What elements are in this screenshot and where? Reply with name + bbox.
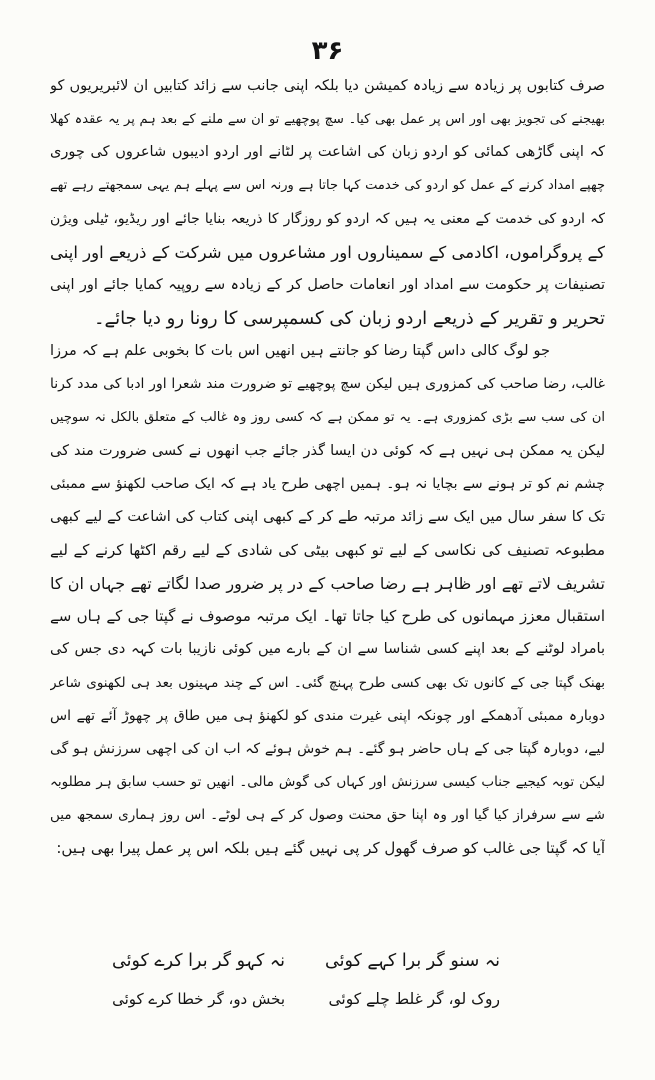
text-line: غالب، رضا صاحب کی کمزوری ہیں لیکن سچ پوچھیے تو ضرورت مند شعرا اور ادبا کی مدد کرنا: [50, 376, 605, 393]
text-line: بامراد لوٹنے کے بعد اپنے کسی شناسا سے ان کے بارے میں کوئی نازیبا بات کہہ دی جس کی: [50, 641, 605, 658]
text-line: بھنک گپتا جی کے کانوں تک بھی کسی طرح پہنچ گئی۔ اس کے چند مہینوں بعد ہی لکھنوی شاعر: [50, 674, 605, 691]
paragraph: [50, 70, 605, 335]
text-line: کہ اردو کی خدمت کے معنی یہ ہیں کہ اردو کو روزگار کا ذریعہ بنایا جائے اور ریڈیو، ٹیلی ویژن: [50, 210, 605, 227]
text-line: آیا کہ گپتا جی غالب کو صرف گھول کر پی نہیں گئے ہیں بلکہ اس پر عمل پیرا بھی ہیں:: [56, 839, 605, 858]
text-line: تصنیفات پر حکومت سے امداد اور انعامات حاصل کر کے زیادہ سے روپیہ کمایا جائے اور اپنی: [50, 276, 605, 293]
text-line: ان کی سب سے بڑی کمزوری ہے۔ یہ تو ممکن ہے کہ کسی روز وہ غالب کے متعلق بالکل نہ سوچیں: [50, 410, 605, 426]
text-line: دوبارہ ممبئی آدھمکے اور چونکہ اپنی غیرت مندی کو لکھنؤ ہی میں طاق پر چھوڑ آئے تھے اس: [50, 707, 605, 724]
text-line: لیکن توبہ کیجیے جناب کیسی سرزنش اور کہاں کی گوش مالی۔ انھیں تو حسب سابق ہر مطلوبہ: [50, 773, 605, 790]
text-line: کے پروگراموں، اکادمی کے سمیناروں اور مشاعروں میں شرکت کے ذریعے اور اپنی: [50, 242, 605, 262]
verse-couplets: [110, 942, 500, 1018]
text-line: تشریف لاتے تھے اور ظاہر ہے رضا صاحب کے در پر ضرور صدا لگاتے تھے جہاں ان کا: [50, 574, 605, 594]
paragraph: [50, 335, 605, 865]
verse-hemistich: روک لو، گر غلط چلے کوئی: [328, 990, 500, 1008]
text-line: بھیجنے کی تجویز بھی اور اس پر عمل بھی کیا۔ سچ پوچھیے تو ان سے ملنے کے بعد ہم پر یہ عقدہ کھلا: [50, 112, 605, 128]
verse-hemistich: نہ سنو گر برا کہے کوئی: [325, 951, 500, 971]
text-line: چشم نم کو تر ہونے سے بچایا نہ ہو۔ ہمیں اچھی طرح یاد ہے کہ ایک صاحب لکھنؤ سے ممبئی: [50, 475, 605, 492]
text-line: جو لوگ کالی داس گپتا رضا کو جانتے ہیں انھیں اس بات کا بخوبی علم ہے کہ مرزا: [50, 343, 550, 360]
text-line: صرف کتابوں پر زیادہ سے زیادہ کمیشن دیا بلکہ اپنی جانب سے زائد کتابیں ان لائبریریوں کو: [50, 78, 605, 94]
verse-hemistich: نہ کہو گر برا کرے کوئی: [111, 951, 285, 971]
verse-hemistich: بخش دو، گر خطا کرے کوئی: [112, 990, 285, 1008]
verse-line: [110, 980, 500, 1018]
text-line: کہ اپنی گاڑھی کمائی کو اردو زبان کی اشاعت پر لٹانے اور اردو ادیبوں شاعروں کی چوری: [50, 144, 605, 161]
text-line: تک کا سفر سال میں ایک سے زائد مرتبہ طے کر کے کبھی اپنی کتاب کی اشاعت کے لیے کبھی: [50, 508, 605, 525]
text-line: لیے، دوبارہ گپتا جی کے ہاں حاضر ہو گئے۔ ہم خوش ہوئے کہ اب ان کی اچھی سرزنش ہو گی: [50, 740, 605, 757]
text-line: مطبوعہ تصنیف کی نکاسی کے لیے تو کبھی بیٹی کی شادی کے لیے رقم اکٹھا کرنے کے لیے: [50, 540, 605, 559]
text-line: استقبال معزز مہمانوں کی طرح کیا جاتا تھا۔ ایک مرتبہ موصوف نے گپتا جی کے ہاں سے: [50, 607, 605, 626]
body-text: [50, 70, 605, 865]
text-line: تحریر و تقریر کے ذریعے اردو زبان کی کسمپرسی کا رونا رو دیا جائے۔: [93, 307, 605, 329]
text-line: لیکن یہ ممکن ہی نہیں ہے کہ کوئی دن ایسا گذر جائے جب انھوں نے کسی ضرورت مند کی: [50, 442, 605, 459]
text-line: چھپے امداد کرنے کے عمل کو اردو کی خدمت کہا جاتا ہے ورنہ اس سے پہلے ہم یہی سمجھتے رہے تھے: [50, 178, 605, 194]
page-number: ۳۶: [311, 36, 344, 66]
text-line: شے سے سرفراز کیا گیا اور وہ اپنا حق محنت وصول کر کے ہی لوٹے۔ اس روز ہماری سمجھ میں: [50, 807, 605, 824]
verse-line: [110, 942, 500, 980]
